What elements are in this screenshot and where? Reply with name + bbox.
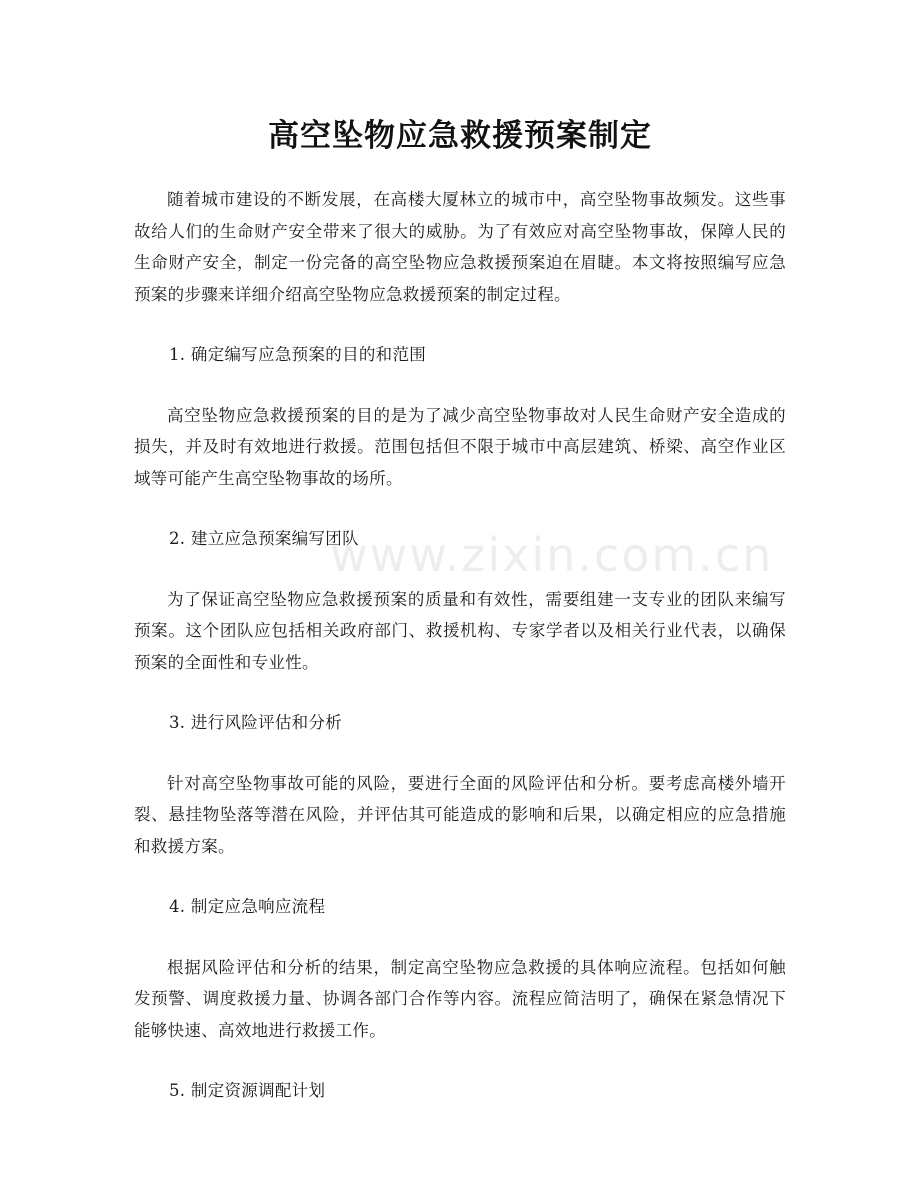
section-2-heading: 2. 建立应急预案编写团队	[169, 529, 359, 548]
section-4-heading: 4. 制定应急响应流程	[169, 897, 326, 916]
section-5-heading: 5. 制定资源调配计划	[169, 1081, 326, 1100]
section-3-body: 针对高空坠物事故可能的风险，要进行全面的风险评估和分析。要考虑高楼外墙开裂、悬挂物坠落等潜在风险，并评估其可能造成的影响和后果，以确定相应的应急措施和救援方案。	[134, 773, 786, 856]
document-body	[134, 184, 786, 1136]
intro-paragraph: 随着城市建设的不断发展，在高楼大厦林立的城市中，高空坠物事故频发。这些事故给人们的生命财产安全带来了很大的威胁。为了有效应对高空坠物事故，保障人民的生命财产安全，制定一份完备的高空坠物应急救援预案迫在眉睫。本文将按照编写应急预案的步骤来详细介绍高空坠物应急救援预案的制定过程。	[134, 190, 786, 304]
document-title: 高空坠物应急救援预案制定	[268, 118, 652, 154]
watermark: www.zixin.com.cn	[330, 528, 774, 582]
section-1-heading: 1. 确定编写应急预案的目的和范围	[169, 345, 427, 364]
section-3-heading: 3. 进行风险评估和分析	[169, 713, 343, 732]
section-1-body: 高空坠物应急救援预案的目的是为了减少高空坠物事故对人民生命财产安全造成的损失，并及时有效地进行救援。范围包括但不限于城市中高层建筑、桥梁、高空作业区域等可能产生高空坠物事故的场所。	[134, 405, 786, 488]
section-2-body: 为了保证高空坠物应急救援预案的质量和有效性，需要组建一支专业的团队来编写预案。这个团队应包括相关政府部门、救援机构、专家学者以及相关行业代表，以确保预案的全面性和专业性。	[134, 589, 786, 672]
section-4-body: 根据风险评估和分析的结果，制定高空坠物应急救援的具体响应流程。包括如何触发预警、调度救援力量、协调各部门合作等内容。流程应简洁明了，确保在紧急情况下能够快速、高效地进行救援工作。	[134, 957, 786, 1040]
